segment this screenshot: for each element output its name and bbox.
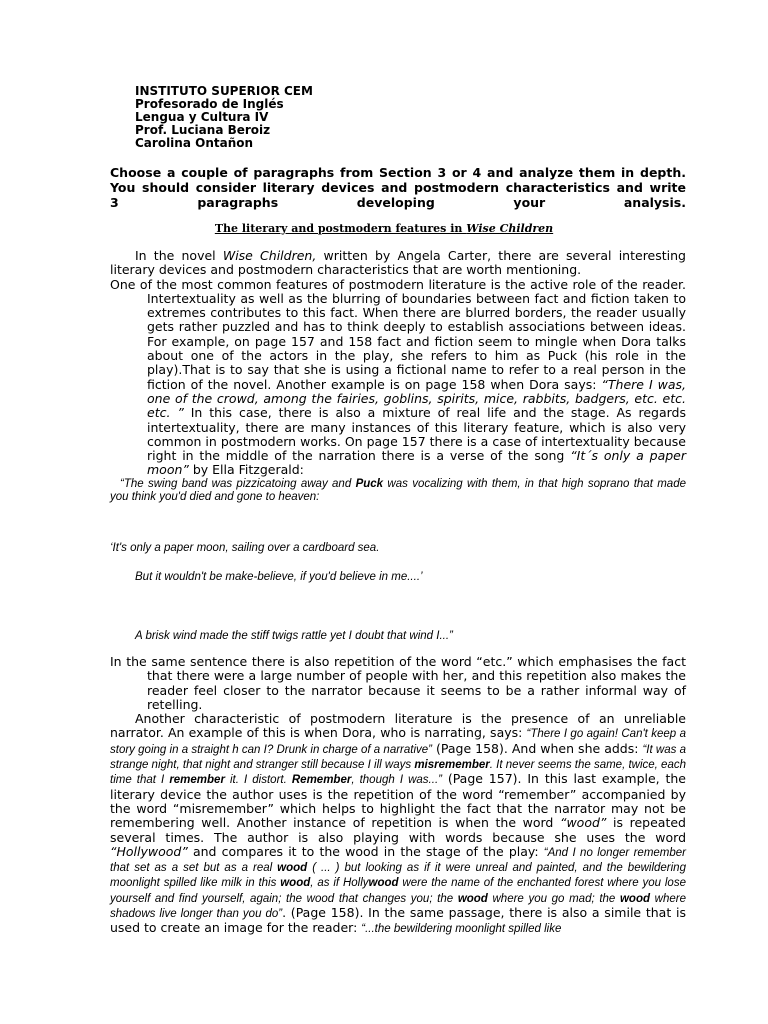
course-name: Lengua y Cultura IV	[135, 110, 269, 124]
prompt-word: 3	[110, 195, 119, 210]
song-line-1: ‘It's only a paper moon, sailing over a cardboard sea.	[110, 542, 380, 554]
prompt-word: your	[513, 195, 546, 210]
institution-name: INSTITUTO SUPERIOR CEM	[135, 84, 313, 98]
song-line-2: But it wouldn't be make-believe, if you'd believe in me....’	[135, 571, 423, 583]
paragraph-unreliable-narrator: Another characteristic of postmodern literature is the presence of an unreliable narrator. An example of this is when Dora, who is narrating, says: “There I go again! Can't keep a story going in a straight h can I? Drunk in charge of a narrative” (Page 158). And when she adds: “It was a strange night, that night and stranger still because I ill ways misremember. It never seems the same, twice, each time that I remember it. I distort. Remember, though I was...” (Page 157). In this last example, the literary device the author uses is the repetition of the word “remember” accompanied by the word “misremember” which helps to highlight the fact that the narrator may not be remembering well. Another instance of repetition is when the word “wood” is repeated several times. The author is also playing with words because she uses the word “Hollywood” and compares it to the wood in the stage of the play: “And I no longer remember that set as a set but as a real wood ( ... ) but looking as if it were unreal and painted, and the bewildering moonlight spilled like milk in this wood, as if Hollywood were the name of the enchanted forest where you lose yourself and find yourself, again; the wood that changes you; the wood where you go mad; the wood where shadows live longer than you do”. (Page 158). In the same passage, there is also a simile that is used to create an image for the reader: “...the bewildering moonlight spilled like	[110, 711, 687, 936]
assignment-prompt	[110, 165, 686, 210]
prompt-text: Choose a couple of paragraphs from Section 3 or 4 and analyze them in depth. You should consider literary devices and postmodern characteristics and write	[110, 165, 686, 195]
essay-title	[0, 222, 768, 235]
student-name: Carolina Ontañon	[135, 136, 254, 150]
prompt-last-line	[110, 195, 686, 210]
prompt-word: analysis.	[623, 195, 686, 210]
prompt-word: developing	[356, 195, 435, 210]
essay-body	[110, 249, 686, 505]
prompt-word: paragraphs	[197, 195, 279, 210]
paragraph-reader-role: One of the most common features of postmodern literature is the active role of the reader. Intertextuality as well as the blurring of boundaries between fact and fiction taken to extremes contributes to this fact. When there are blurred borders, the reader usually gets rather puzzled and has to think deeply to establish associations between ideas. For example, on page 157 and 158 fact and fiction seem to mingle when Dora talks about one of the actors in the play, she refers to him as Puck (his role in the play).That is to say that she is using a fictional name to refer to a real person in the fiction of the novel. Another example is on page 158 when Dora says: “There I was, one of the crowd, among the fairies, goblins, spirits, mice, rabbits, badgers, etc. etc. etc. ” In this case, there is also a mixture of real life and the stage. As regards intertextuality, there are many instances of this literary feature, which is also very common in postmodern works. On page 157 there is a case of intertextuality because right in the middle of the narration there is a verse of the song “It´s only a paper moon” by Ella Fitzgerald:	[110, 276, 686, 478]
essay-body-continued	[110, 655, 686, 937]
song-line-3: A brisk wind made the stiff twigs rattle yet I doubt that wind I...”	[135, 630, 453, 642]
program-name: Profesorado de Inglés	[135, 97, 284, 111]
paragraph-repetition: In the same sentence there is also repetition of the word “etc.” which emphasises the fact that there were a large number of people with her, and this repetition also makes the reader feel closer to the narrator because it seems to be a rather informal way of retelling.	[110, 654, 686, 712]
quote-swing-band: “The swing band was pizzicatoing away and Puck was vocalizing with them, in that high soprano that made you think you'd died and gone to heaven:	[110, 477, 686, 504]
essay-title-prefix: The literary and postmodern features in	[214, 222, 467, 235]
essay-title-book: Wise Children	[466, 222, 554, 235]
document-header	[135, 85, 313, 150]
paragraph-intro: In the novel Wise Children, written by Angela Carter, there are several interesting literary devices and postmodern characteristics that are worth mentioning.	[110, 248, 686, 278]
professor-name: Prof. Luciana Beroiz	[135, 123, 271, 137]
